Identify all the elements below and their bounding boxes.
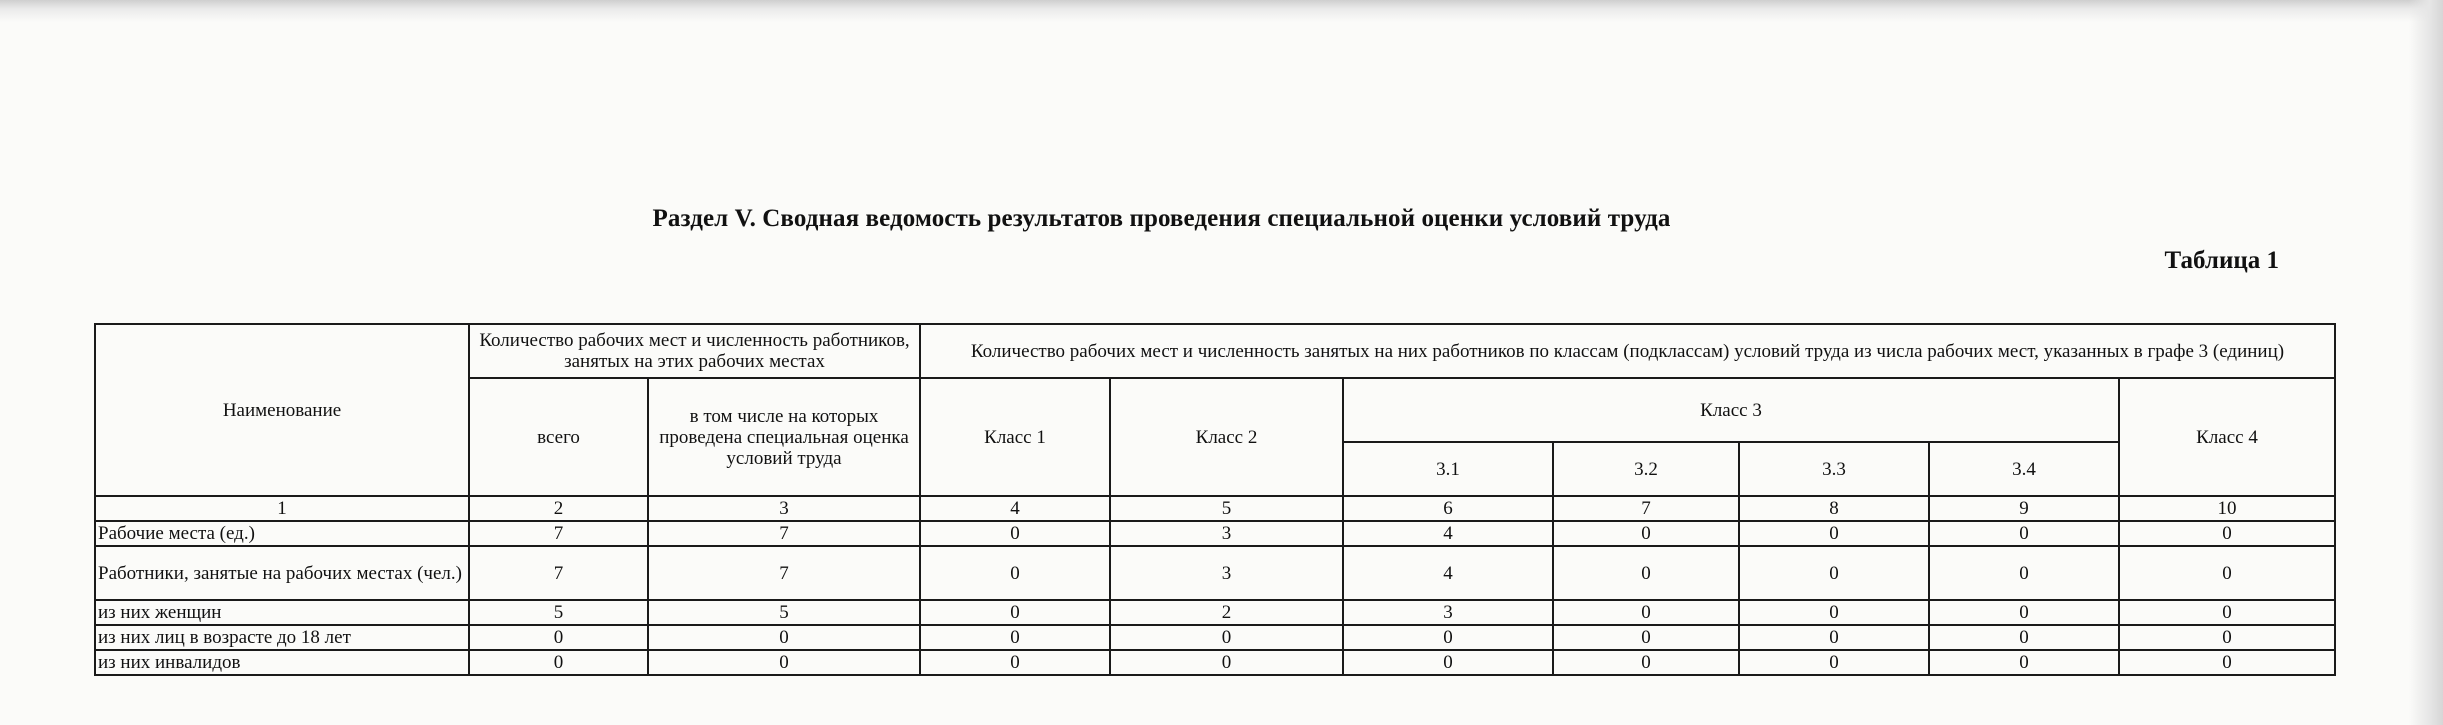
header-class1: Класс 1	[920, 378, 1110, 496]
cell-value: 0	[920, 625, 1110, 650]
header-group-total: Количество рабочих мест и численность работников, занятых на этих рабочих местах	[469, 324, 920, 378]
cell-value: 0	[1553, 650, 1739, 675]
table-row-disabled	[95, 650, 2335, 675]
cell-value: 4	[1343, 546, 1553, 600]
cell-value: 0	[2119, 600, 2335, 625]
column-number: 7	[1553, 496, 1739, 521]
cell-value: 5	[469, 600, 648, 625]
column-number: 6	[1343, 496, 1553, 521]
cell-value: 0	[920, 521, 1110, 546]
summary-table	[94, 323, 2336, 676]
cell-value: 3	[1110, 546, 1343, 600]
cell-value: 0	[2119, 521, 2335, 546]
table-row-minors	[95, 625, 2335, 650]
header-sub-3-2: 3.2	[1553, 442, 1739, 496]
cell-value: 0	[2119, 625, 2335, 650]
cell-value: 0	[1929, 546, 2119, 600]
scan-top-shadow	[0, 0, 2443, 22]
cell-value: 0	[1110, 625, 1343, 650]
header-class4: Класс 4	[2119, 378, 2335, 496]
column-number: 10	[2119, 496, 2335, 521]
row-label: из них женщин	[95, 600, 469, 625]
header-assessed: в том числе на которых проведена специальная оценка условий труда	[648, 378, 920, 496]
cell-value: 3	[1343, 600, 1553, 625]
table-row-workplaces	[95, 521, 2335, 546]
cell-value: 0	[1739, 521, 1929, 546]
cell-value: 0	[469, 625, 648, 650]
row-label: Рабочие места (ед.)	[95, 521, 469, 546]
cell-value: 0	[1739, 650, 1929, 675]
section-title-text: Раздел V. Сводная ведомость результатов проведения специальной оценки условий труда	[652, 205, 1671, 232]
cell-value: 0	[1343, 650, 1553, 675]
row-label: из них лиц в возрасте до 18 лет	[95, 625, 469, 650]
cell-value: 0	[1739, 625, 1929, 650]
header-sub-3-1: 3.1	[1343, 442, 1553, 496]
cell-value: 0	[1553, 625, 1739, 650]
header-row-1	[95, 324, 2335, 378]
cell-value: 5	[648, 600, 920, 625]
cell-value: 0	[1739, 600, 1929, 625]
column-number: 1	[95, 496, 469, 521]
cell-value: 0	[648, 625, 920, 650]
cell-value: 0	[1929, 600, 2119, 625]
column-number: 4	[920, 496, 1110, 521]
header-sub-3-4: 3.4	[1929, 442, 2119, 496]
cell-value: 0	[1929, 625, 2119, 650]
cell-value: 0	[920, 650, 1110, 675]
header-class2: Класс 2	[1110, 378, 1343, 496]
table-row-workers	[95, 546, 2335, 600]
scan-right-edge	[2409, 0, 2443, 725]
cell-value: 4	[1343, 521, 1553, 546]
cell-value: 7	[469, 521, 648, 546]
column-numbers-row	[95, 496, 2335, 521]
cell-value: 0	[2119, 546, 2335, 600]
column-number: 8	[1739, 496, 1929, 521]
header-group-classes: Количество рабочих мест и численность занятых на них работников по классам (подклассам) условий труда из числа рабочих мест, указанных в графе 3 (единиц)	[920, 324, 2335, 378]
column-number: 5	[1110, 496, 1343, 521]
cell-value: 0	[1929, 650, 2119, 675]
cell-value: 2	[1110, 600, 1343, 625]
table-row-women	[95, 600, 2335, 625]
column-number: 9	[1929, 496, 2119, 521]
cell-value: 7	[469, 546, 648, 600]
cell-value: 0	[1110, 650, 1343, 675]
cell-value: 0	[1553, 521, 1739, 546]
section-title	[0, 205, 2443, 233]
header-total: всего	[469, 378, 648, 496]
cell-value: 0	[1553, 546, 1739, 600]
header-name: Наименование	[95, 324, 469, 496]
header-class3: Класс 3	[1343, 378, 2119, 442]
cell-value: 0	[1739, 546, 1929, 600]
cell-value: 0	[1553, 600, 1739, 625]
cell-value: 0	[1929, 521, 2119, 546]
cell-value: 3	[1110, 521, 1343, 546]
cell-value: 7	[648, 546, 920, 600]
cell-value: 0	[648, 650, 920, 675]
cell-value: 0	[920, 546, 1110, 600]
row-label: из них инвалидов	[95, 650, 469, 675]
table-label: Таблица 1	[2164, 247, 2279, 274]
cell-value: 0	[469, 650, 648, 675]
cell-value: 0	[920, 600, 1110, 625]
cell-value: 0	[2119, 650, 2335, 675]
column-number: 2	[469, 496, 648, 521]
cell-value: 7	[648, 521, 920, 546]
column-number: 3	[648, 496, 920, 521]
row-label: Работники, занятые на рабочих местах (чел.)	[95, 546, 469, 600]
cell-value: 0	[1343, 625, 1553, 650]
header-sub-3-3: 3.3	[1739, 442, 1929, 496]
